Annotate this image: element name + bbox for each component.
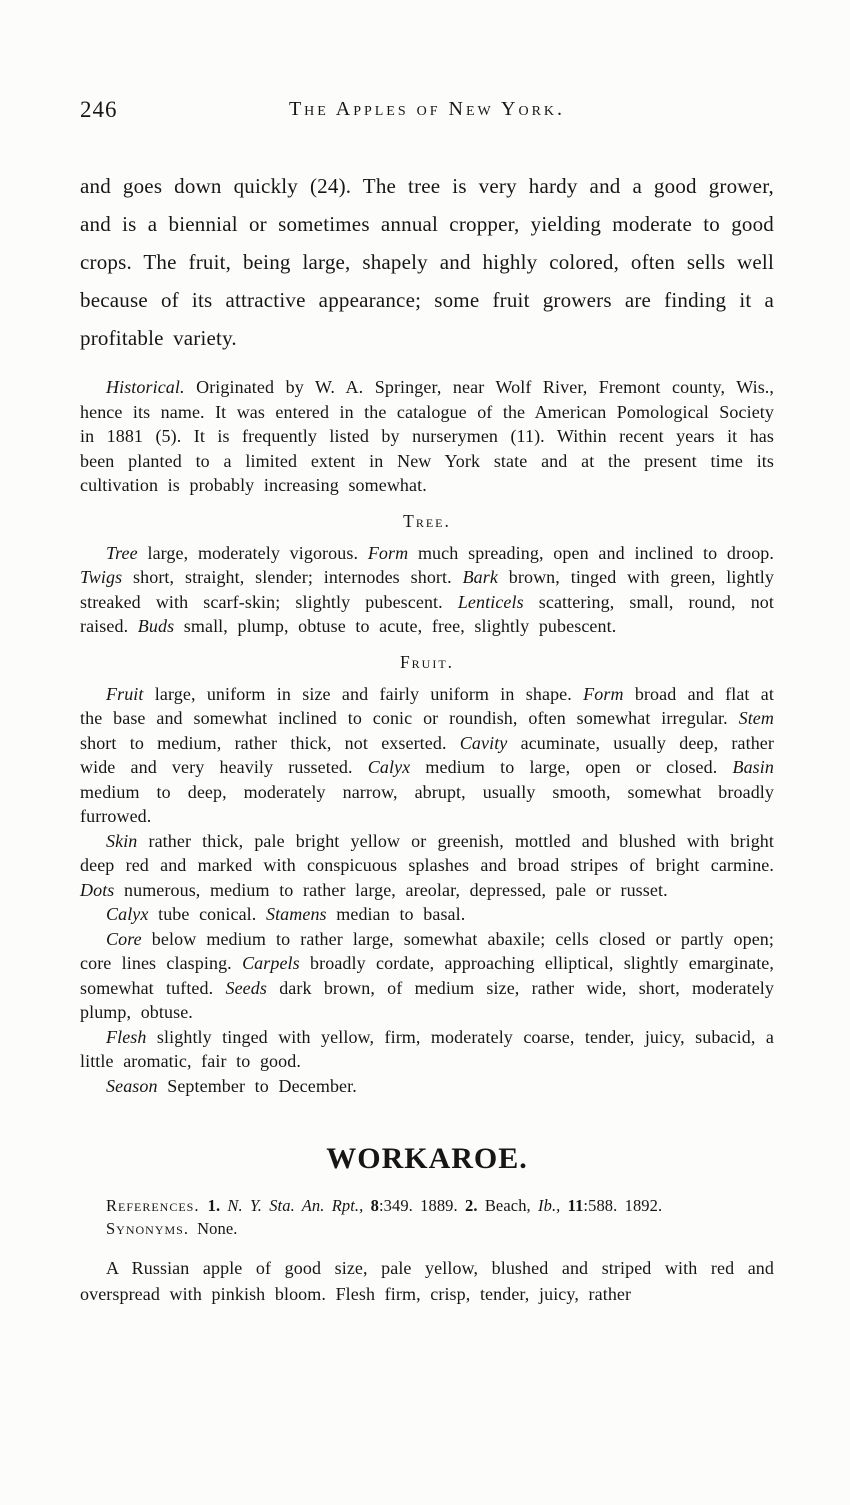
references-paragraph: References. 1. N. Y. Sta. An. Rpt., 8:349. 1889. 2. Beach, Ib., 11:588. 1892.: [106, 1196, 663, 1215]
fruit-description-paragraph: Fruit large, uniform in size and fairly uniform in shape. Form broad and flat at the base and somewhat inclined to conic or roundish, often somewhat irregular. Stem short to medium, rather thick, not exserted. Cavity acuminate, usually deep, rather wide and very heavily russeted. Calyx medium to large, open or closed. Basin medium to deep, moderately narrow, abrupt, usually smooth, somewhat broadly furrowed.: [80, 683, 774, 826]
tree-section-heading: Tree.: [403, 510, 451, 531]
season-paragraph: Season September to December.: [106, 1075, 357, 1096]
fruit-section-heading: Fruit.: [399, 651, 455, 672]
calyx-tube-paragraph: Calyx tube conical. Stamens median to basal.: [106, 904, 466, 924]
page-header: [80, 97, 774, 127]
tree-paragraph: Tree large, moderately vigorous. Form much spreading, open and inclined to droop. Twigs short, straight, slender; internodes short. Bark brown, tinged with green, lightly streaked with scarf-skin; slightly pubescent. Lenticels scattering, small, round, not raised. Buds small, plump, obtuse to acute, free, slightly pubescent.: [80, 542, 775, 636]
page-number: 246: [80, 97, 118, 122]
synonyms-paragraph: Synonyms. None.: [106, 1219, 238, 1238]
flesh-paragraph: Flesh slightly tinged with yellow, firm, moderately coarse, tender, juicy, subacid, a little aromatic, fair to good.: [80, 1026, 774, 1071]
variety-heading: WORKAROE.: [326, 1142, 528, 1175]
core-paragraph: Core below medium to rather large, somewhat abaxile; cells closed or partly open; core lines clasping. Carpels broadly cordate, approaching elliptical, slightly emarginate, somewhat tufted. Seeds dark brown, of medium size, rather wide, short, moderately plump, obtuse.: [80, 928, 775, 1022]
skin-paragraph: Skin rather thick, pale bright yellow or greenish, mottled and blushed with bright deep red and marked with conspicuous splashes and broad stripes of bright carmine. Dots numerous, medium to rather large, areolar, depressed, pale or russet.: [80, 830, 774, 900]
running-title: The Apples of New York.: [288, 98, 566, 120]
intro-paragraph: and goes down quickly (24). The tree is very hardy and a good grower, and is a biennial or sometimes annual cropper, yielding moderate to good crops. The fruit, being large, shapely and highly colored, often sells well because of its attractive appearance; some fruit growers are finding it a profitable variety.: [80, 174, 774, 350]
historical-paragraph: Historical. Originated by W. A. Springer, near Wolf River, Fremont county, Wis., hence its name. It was entered in the catalogue of the American Pomological Society in 1881 (5). It is frequently listed by nurserymen (11). Within recent years it has been planted to a limited extent in New York state and at the present time its cultivation is probably increasing somewhat.: [80, 377, 774, 495]
closing-paragraph: A Russian apple of good size, pale yellow, blushed and striped with red and overspread with pinkish bloom. Flesh firm, crisp, tender, juicy, rather: [80, 1258, 774, 1304]
